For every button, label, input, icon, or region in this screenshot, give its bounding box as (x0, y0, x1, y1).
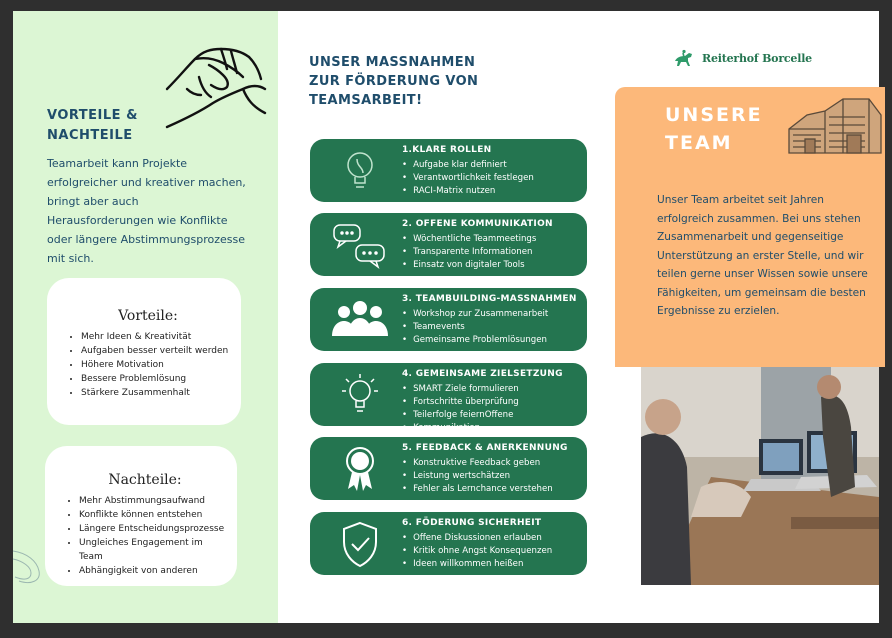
measure-box-1 (310, 139, 587, 202)
list-item: • Abhängigkeit von anderen (79, 564, 225, 578)
measure-list (402, 159, 582, 198)
list-item: • Mehr Abstimmungsaufwand (79, 494, 225, 508)
list-item: • Ideen willkommen heißen (402, 558, 582, 571)
pros-cons-heading (47, 106, 138, 146)
measure-title: 5. FEEDBACK & ANERKENNUNG (402, 443, 568, 453)
list-item: • Aufgabe klar definiert (402, 159, 582, 172)
measure-box-4 (310, 363, 587, 433)
list-item: • Stärkere Zusammenhalt (81, 386, 229, 400)
right-panel (598, 11, 879, 623)
list-item: • RACI-Matrix nutzen (402, 185, 582, 198)
measure-title: 2. OFFENE KOMMUNIKATION (402, 219, 553, 229)
logo (672, 49, 812, 67)
list-item: • Konflikte können entstehen (79, 508, 225, 522)
cons-title: Nachteile: (108, 472, 182, 488)
measure-box-2 (310, 213, 587, 276)
list-item: • Transparente Informationen (402, 246, 582, 259)
measure-box-3 (310, 288, 587, 351)
heading-line: VORTEILE & (47, 108, 138, 123)
list-item: • Ungleiches Engagement im Team (79, 536, 225, 564)
team-heading (665, 101, 763, 157)
measure-box-6 (310, 512, 587, 575)
measure-list (402, 457, 582, 496)
lightbulb-icon (330, 147, 390, 195)
list-item: • Kritik ohne Angst Konsequenzen (402, 545, 582, 558)
list-item: • Aufgaben besser verteilt werden (81, 344, 229, 358)
list-item: • Konstruktive Feedback geben (402, 457, 582, 470)
cons-list (65, 494, 225, 578)
heading-line: TEAMSARBEIT! (309, 93, 423, 108)
heading-line: ZUR FÖRDERUNG VON (309, 74, 479, 89)
shield-check-icon (330, 520, 390, 568)
measure-title: 3. TEAMBUILDING-MASSNAHMEN (402, 294, 577, 304)
list-item: • Teilerfolge feiernOffene (402, 409, 582, 422)
list-item: • Workshop zur Zusammenarbeit (402, 308, 582, 321)
barn-icon (785, 95, 883, 155)
intro-text: Teamarbeit kann Projekte erfolgreicher und kreativer machen, bringt aber auch Herausforderungen wie Konflikte oder längere Abstimmungsprozesse mit sich. (47, 157, 246, 265)
brochure-sheet (13, 11, 879, 623)
pros-title: Vorteile: (118, 308, 178, 324)
list-item: • Offene Diskussionen erlauben (402, 532, 582, 545)
list-item: • Teamevents (402, 321, 582, 334)
measure-title: 6. FÖDERUNG SICHERHEIT (402, 518, 542, 528)
handshake-icon (165, 37, 269, 139)
list-item: • Wöchentliche Teammeetings (402, 233, 582, 246)
list-item: • Einsatz von digitaler Tools (402, 259, 582, 272)
heading-line: UNSER MASSNAHMEN (309, 55, 476, 70)
heading-line: UNSERE (665, 104, 763, 126)
measure-title: 4. GEMEINSAME ZIELSETZUNG (402, 369, 563, 379)
list-item: • Fehler als Lernchance verstehen (402, 483, 582, 496)
team-photo (641, 367, 879, 585)
pros-card (47, 278, 241, 425)
heading-line: TEAM (665, 132, 733, 154)
team-card (615, 87, 885, 367)
list-item: • Mehr Ideen & Kreativität (81, 330, 229, 344)
list-item: • Längere Entscheidungsprozesse (79, 522, 225, 536)
pros-list (67, 330, 229, 400)
list-item: • Bessere Problemlösung (81, 372, 229, 386)
measures-heading (309, 53, 478, 110)
measure-box-5 (310, 437, 587, 500)
list-item: • Verantwortlichkeit festlegen (402, 172, 582, 185)
list-item: • SMART Ziele formulieren (402, 383, 582, 396)
left-panel (13, 11, 278, 623)
measure-list (402, 233, 582, 272)
measure-list (402, 308, 582, 347)
heading-line: NACHTEILE (47, 128, 133, 143)
decorative-swirl-icon (13, 541, 53, 589)
measure-list (402, 383, 582, 435)
middle-panel (278, 11, 598, 623)
measure-title: 1.KLARE ROLLEN (402, 145, 492, 155)
group-icon (330, 296, 390, 344)
logo-text: Reiterhof Borcelle (702, 51, 812, 65)
horse-rider-icon (672, 49, 696, 67)
measure-list (402, 532, 582, 571)
idea-bulb-icon (330, 371, 390, 419)
list-item: • Leistung wertschätzen (402, 470, 582, 483)
list-item: • Fortschritte überprüfung (402, 396, 582, 409)
list-item: • Gemeinsame Problemlösungen (402, 334, 582, 347)
cons-card (45, 446, 237, 586)
award-ribbon-icon (330, 445, 390, 493)
list-item: • Höhere Motivation (81, 358, 229, 372)
list-item: • Kommunikation (402, 422, 582, 435)
team-text: Unser Team arbeitet seit Jahren erfolgreich zusammen. Bei uns stehen Zusammenarbeit und gegenseitige Unterstützung an erster Stelle, und wir teilen gerne unser Wissen sowie unsere Fähigkeiten, um gemeinsam die besten Ergebnisse zu erzielen. (657, 194, 868, 317)
chat-bubbles-icon (330, 221, 390, 269)
